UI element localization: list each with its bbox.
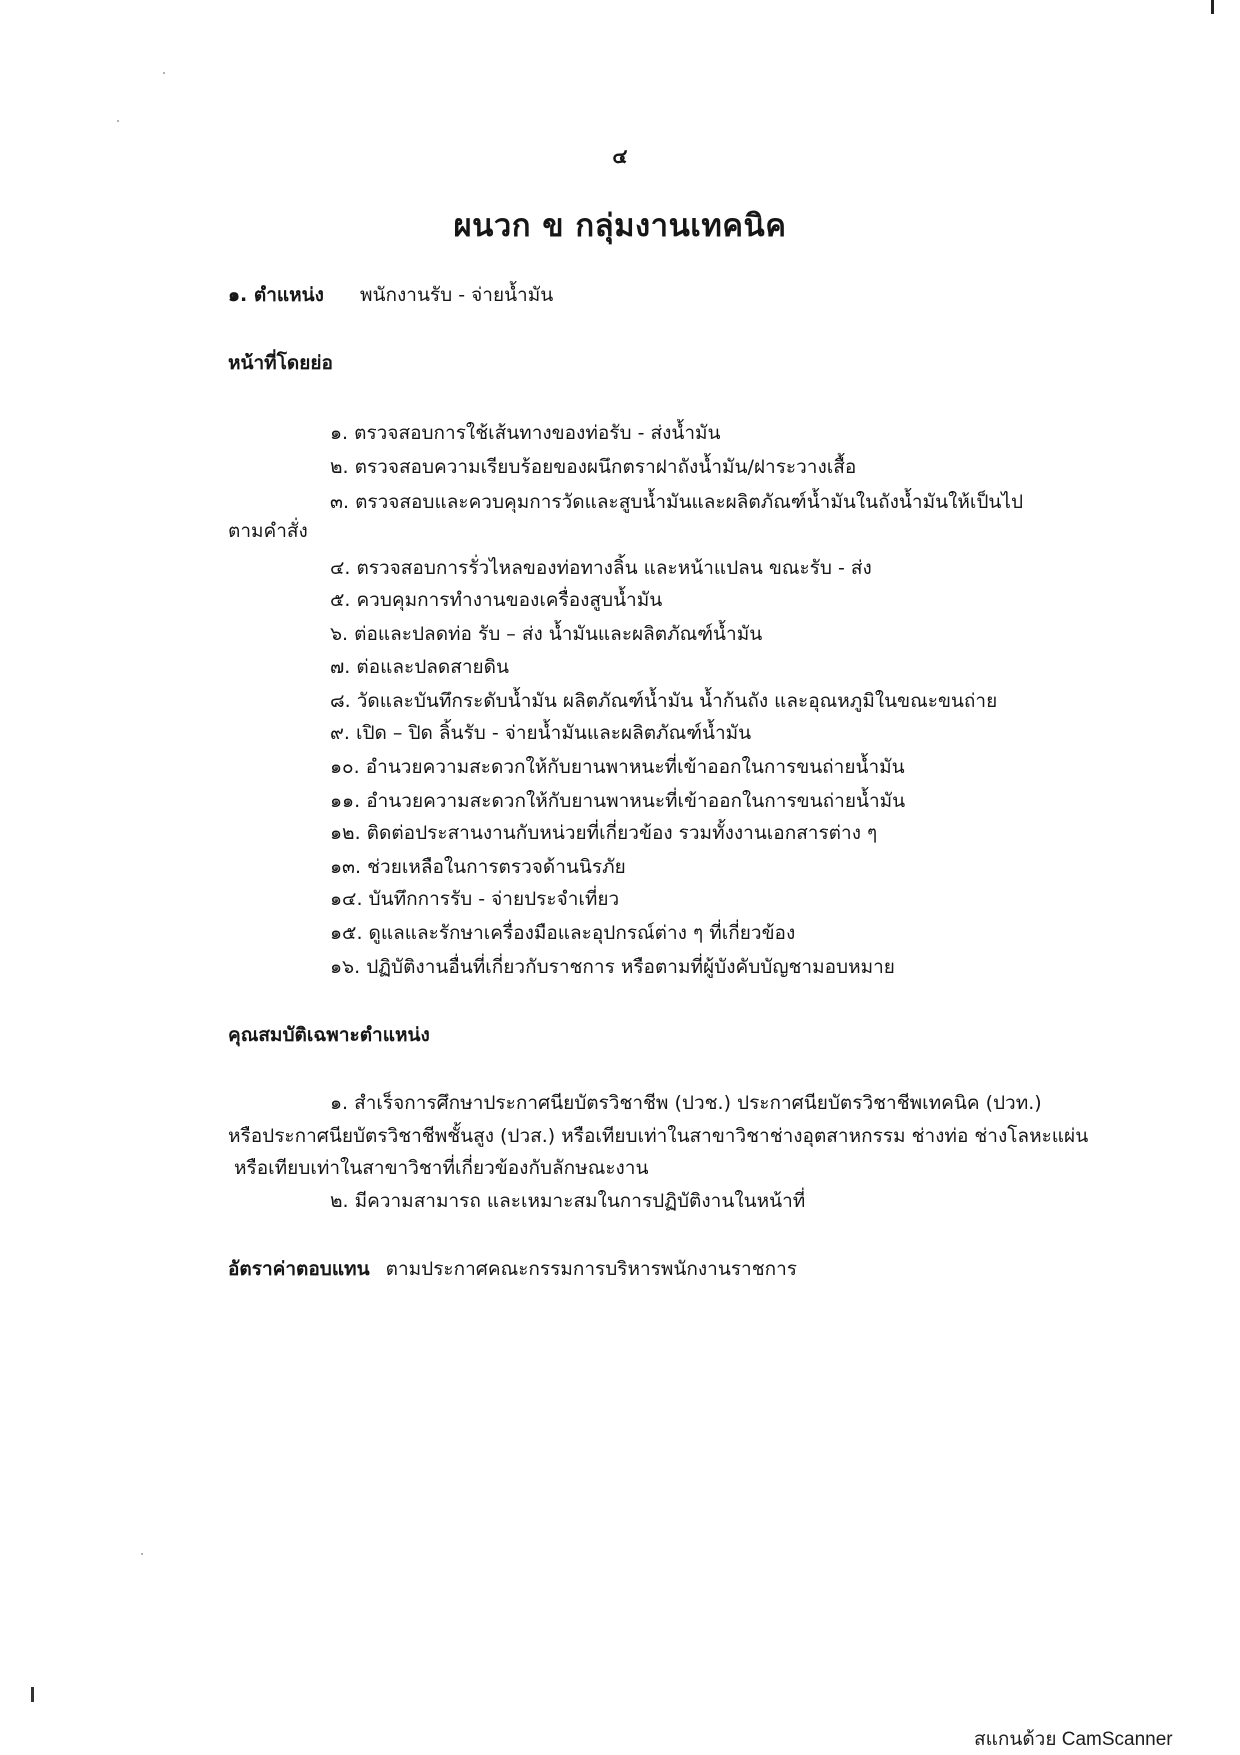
duty-item: ๑๖. ปฏิบัติงานอื่นที่เกี่ยวกับราชการ หรือตามที่ผู้บังคับบัญชามอบหมาย: [330, 956, 895, 978]
qualification-line: ๑. สำเร็จการศึกษาประกาศนียบัตรวิชาชีพ (ปวช.) ประกาศนียบัตรวิชาชีพเทคนิค (ปวท.): [330, 1092, 1042, 1114]
duty-item-continuation: ตามคำสั่ง: [228, 520, 308, 542]
compensation-label: อัตราค่าตอบแทน: [228, 1258, 370, 1280]
duty-item: ๑๐. อำนวยความสะดวกให้กับยานพาหนะที่เข้าออกในการขนถ่ายน้ำมัน: [330, 756, 905, 778]
duty-item: ๖. ต่อและปลดท่อ รับ – ส่ง น้ำมันและผลิตภัณฑ์น้ำมัน: [330, 623, 763, 645]
compensation-value: ตามประกาศคณะกรรมการบริหารพนักงานราชการ: [385, 1258, 797, 1280]
duty-item: ๑. ตรวจสอบการใช้เส้นทางของท่อรับ - ส่งน้ำมัน: [330, 422, 721, 444]
scan-speck: [163, 72, 165, 74]
duty-item: ๙. เปิด – ปิด ลิ้นรับ - จ่ายน้ำมันและผลิตภัณฑ์น้ำมัน: [330, 722, 752, 744]
position-value: พนักงานรับ - จ่ายน้ำมัน: [359, 284, 554, 306]
duty-item: ๔. ตรวจสอบการรั่วไหลของท่อทางลิ้น และหน้าแปลน ขณะรับ - ส่ง: [330, 557, 872, 579]
position-label: ๑. ตำแหน่ง: [228, 284, 324, 306]
qualifications-heading: คุณสมบัติเฉพาะตำแหน่ง: [228, 1024, 430, 1046]
scan-edge-mark: [31, 1687, 34, 1702]
qualification-line: ๒. มีความสามารถ และเหมาะสมในการปฏิบัติงานในหน้าที่: [330, 1190, 806, 1212]
qualification-line: หรือประกาศนียบัตรวิชาชีพชั้นสูง (ปวส.) หรือเทียบเท่าในสาขาวิชาช่างอุตสาหกรรม ช่างท่อ ช่างโลหะแผ่น: [228, 1125, 1089, 1147]
scan-speck: [117, 120, 119, 122]
duty-item: ๑๕. ดูแลและรักษาเครื่องมือและอุปกรณ์ต่าง ๆ ที่เกี่ยวข้อง: [330, 922, 796, 944]
compensation-line: [228, 1254, 797, 1284]
duty-item: ๑๒. ติดต่อประสานงานกับหน่วยที่เกี่ยวข้อง รวมทั้งงานเอกสารต่าง ๆ: [330, 822, 878, 844]
duty-item: ๒. ตรวจสอบความเรียบร้อยของผนึกตราฝาถังน้ำมัน/ฝาระวางเสื้อ: [330, 456, 857, 478]
duty-item: ๕. ควบคุมการทำงานของเครื่องสูบน้ำมัน: [330, 589, 663, 611]
qualification-line: หรือเทียบเท่าในสาขาวิชาที่เกี่ยวข้องกับลักษณะงาน: [234, 1157, 649, 1179]
duty-item: ๑๓. ช่วยเหลือในการตรวจด้านนิรภัย: [330, 856, 626, 878]
scan-edge-mark: [1211, 0, 1214, 14]
position-line: [228, 280, 553, 310]
page-title: ผนวก ข กลุ่มงานเทคนิค: [453, 208, 787, 244]
duties-heading: หน้าที่โดยย่อ: [228, 352, 333, 374]
duty-item: ๑๑. อำนวยความสะดวกให้กับยานพาหนะที่เข้าออกในการขนถ่ายน้ำมัน: [330, 790, 906, 812]
duty-item: ๗. ต่อและปลดสายดิน: [330, 656, 509, 678]
duty-item: ๘. วัดและบันทึกระดับน้ำมัน ผลิตภัณฑ์น้ำมัน น้ำก้นถัง และอุณหภูมิในขณะขนถ่าย: [330, 690, 998, 712]
scanner-watermark: สแกนด้วย CamScanner: [974, 1729, 1173, 1750]
scan-speck: [141, 1553, 143, 1555]
page-number: ๔: [612, 144, 628, 168]
duty-item: ๑๔. บันทึกการรับ - จ่ายประจำเที่ยว: [330, 888, 620, 910]
duty-item: ๓. ตรวจสอบและควบคุมการวัดและสูบน้ำมันและผลิตภัณฑ์น้ำมันในถังน้ำมันให้เป็นไป: [330, 491, 1024, 513]
